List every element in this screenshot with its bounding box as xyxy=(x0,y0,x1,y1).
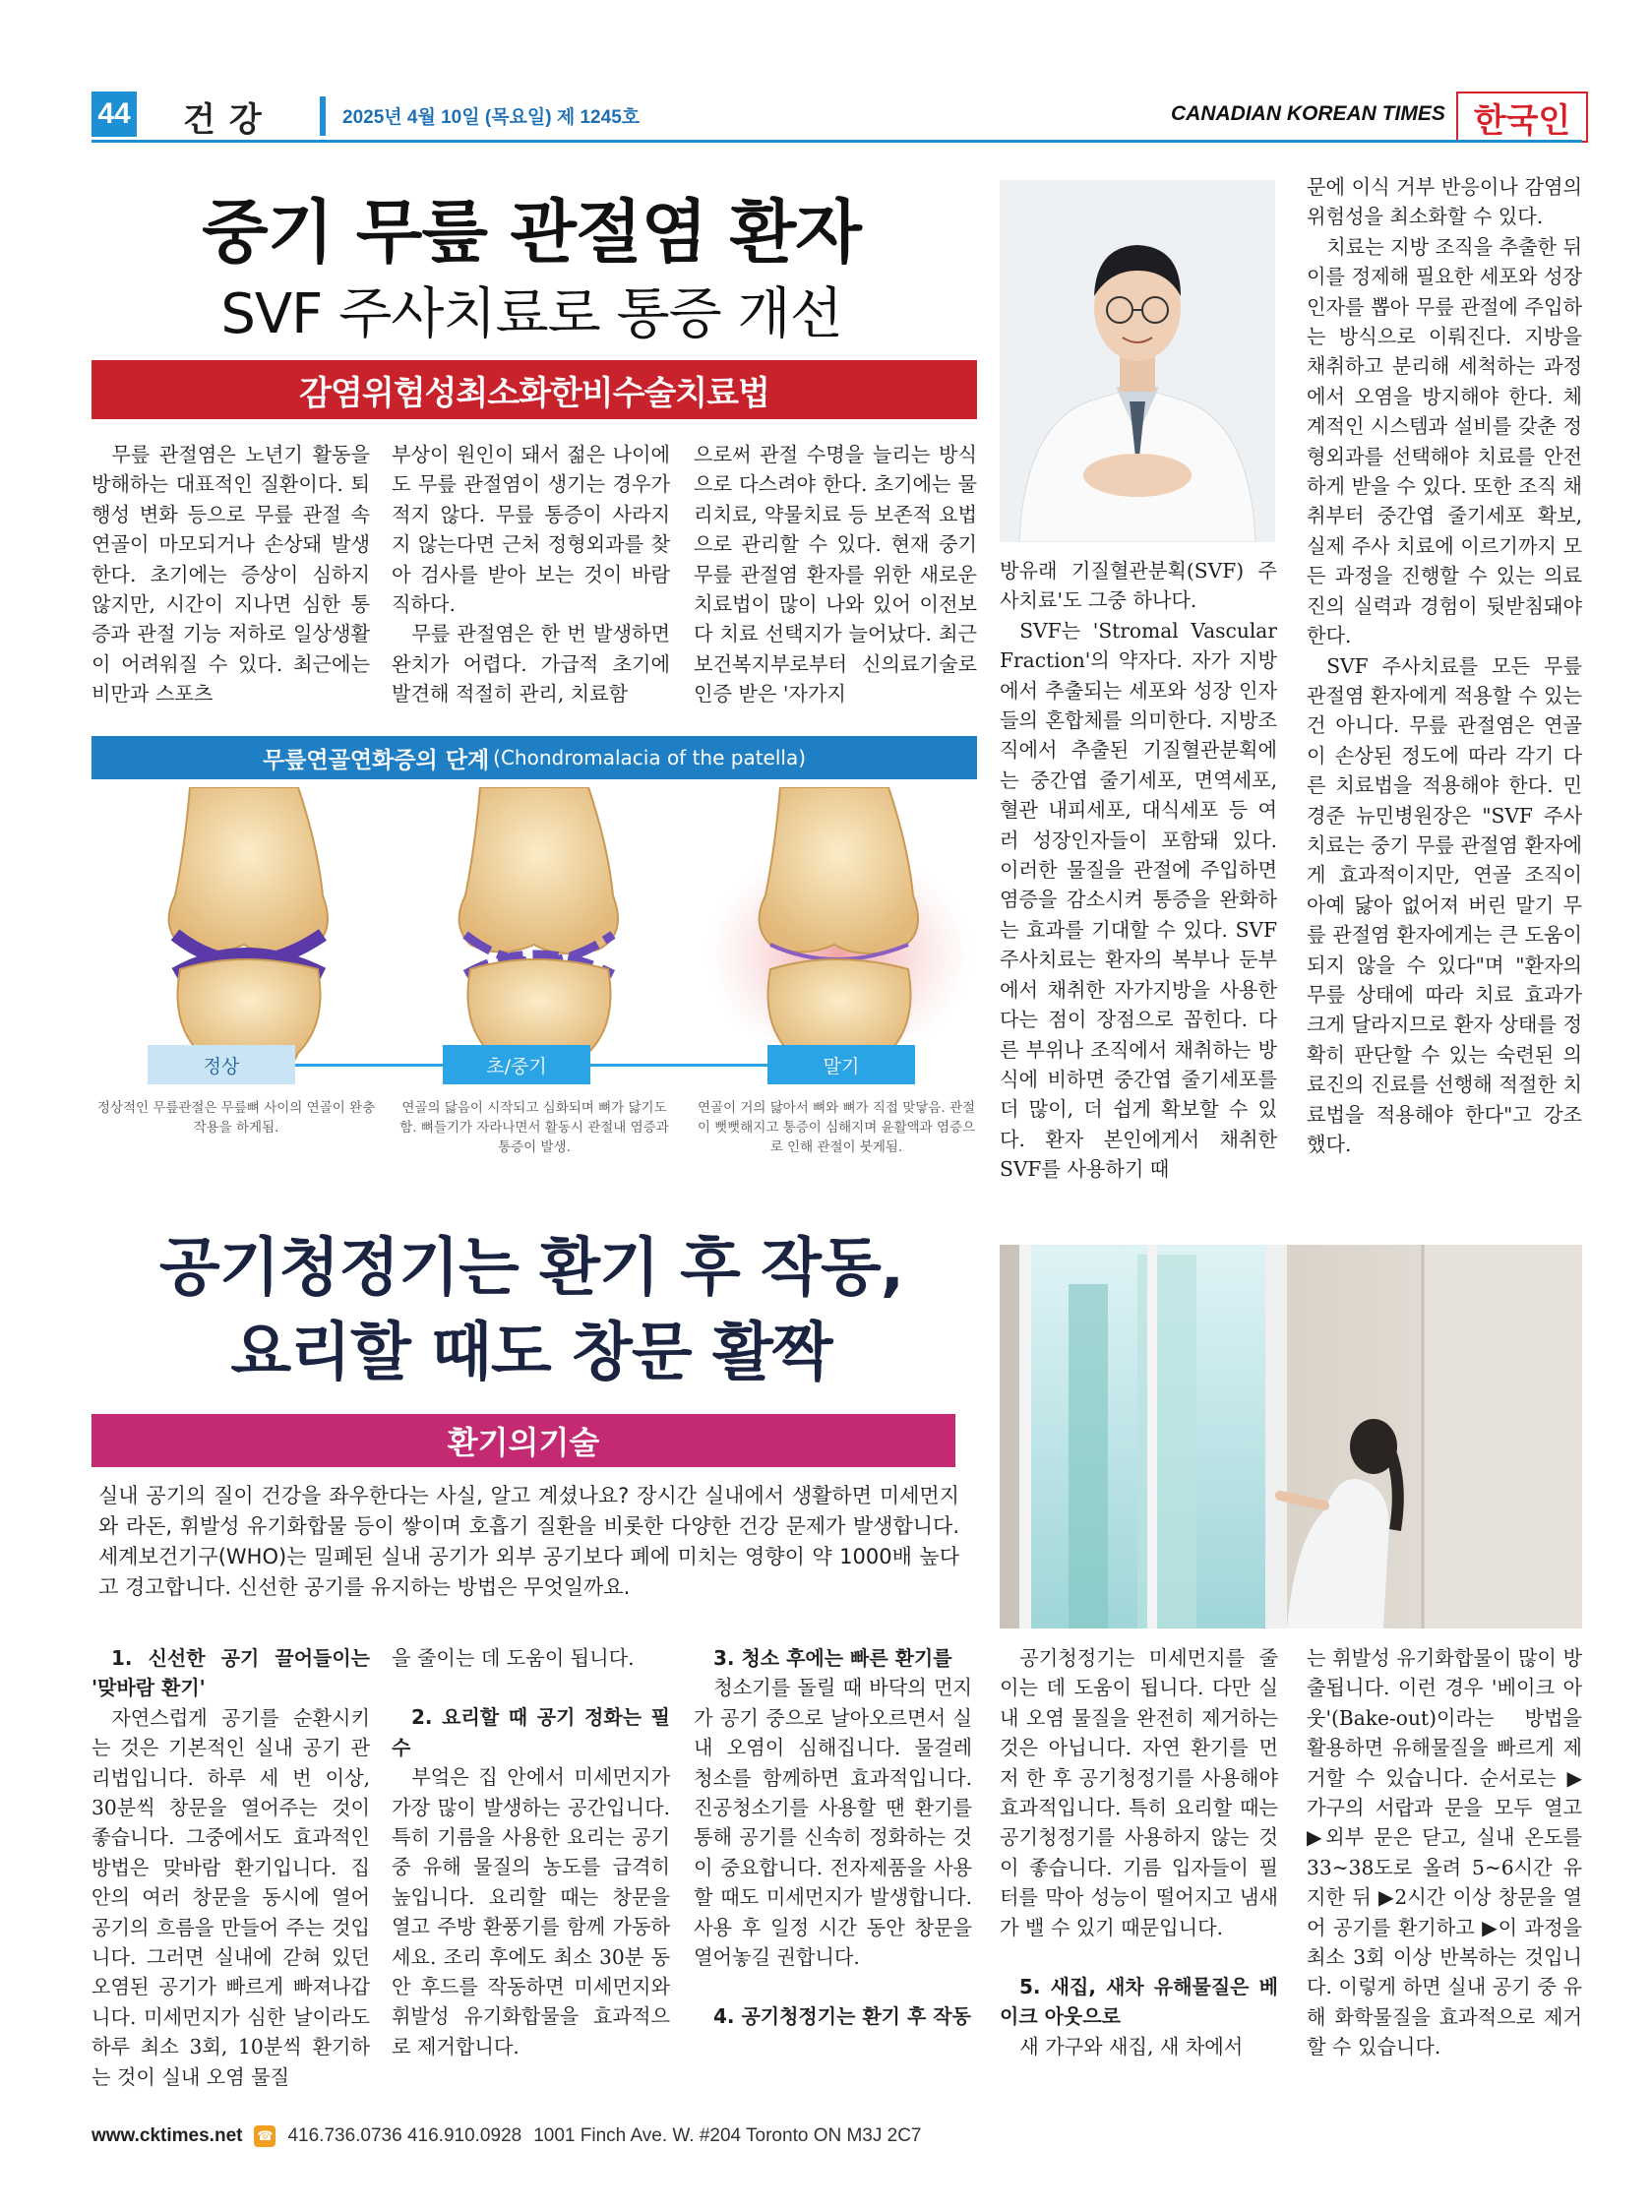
article1-column-1 xyxy=(92,440,370,709)
article1-column-3 xyxy=(694,440,977,709)
article1-paragraph: 무릎 관절염은 노년기 활동을 방해하는 대표적인 질환이다. 퇴행성 변화 등으로 무릎 관절 속 연골이 마모되거나 손상돼 발생한다. 초기에는 증상이 심하지 않지만, 시간이 지나면 심한 통증과 관절 기능 저하로 일상생활이 어려워질 수 있다. 최근에는 비만과 스포츠 xyxy=(92,443,370,707)
tip-3-body: 청소기를 돌릴 때 바닥의 먼지가 공기 중으로 날아오르면서 실내 오염이 심해집니다. 물걸레 청소를 함께하면 효과적입니다. 진공청소기를 사용할 땐 환기를 통해 공기를 신속히 정화하는 것이 중요합니다. 전자제품을 사용할 때도 미세먼지가 발생합니다. 사용 후 일정 시간 동안 창문을 열어놓길 권합니다. xyxy=(694,1676,972,1970)
page-number: 44 xyxy=(92,92,137,137)
header-rule xyxy=(92,140,1582,143)
article2-title xyxy=(93,1226,969,1395)
article1-title: 중기 무릎 관절염 환자 xyxy=(202,192,861,273)
article2-column-2 xyxy=(392,1643,670,2061)
article1-banner: 감염위험성최소화한비수술치료법 xyxy=(92,360,977,419)
article2-column-4 xyxy=(1000,1643,1278,2061)
tip-5-body: 새 가구와 새집, 새 차에서 xyxy=(1019,2034,1244,2058)
tip-3-heading: 3. 청소 후에는 빠른 환기를 xyxy=(713,1646,952,1670)
article1-column-2 xyxy=(392,440,670,709)
newspaper-logo: 한국인 xyxy=(1456,92,1588,143)
stage-late-label: 말기 xyxy=(767,1045,915,1084)
article2-lead: 실내 공기의 질이 건강을 좌우한다는 사실, 알고 계셨나요? 장시간 실내에서 생활하면 미세먼지와 라돈, 휘발성 유기화합물 등이 쌓이며 호흡기 질환을 비롯한 다양한 건강 문제가 발생합니다. 세계보건기구(WHO)는 밀폐된 실내 공기가 외부 공기보다 폐에 미치는 영향이 약 1000배 높다고 경고합니다. 신선한 공기를 유지하는 방법은 무엇일까요. xyxy=(98,1484,959,1599)
tip-2-heading: 2. 요리할 때 공기 정화는 필수 xyxy=(392,1705,670,1759)
phone-icon: ☎ xyxy=(254,2125,275,2147)
stage-connector xyxy=(295,1064,443,1067)
tip-1-heading: 1. 신선한 공기 끌어들이는 '맞바람 환기' xyxy=(92,1646,370,1700)
figure-title: 무릎연골연화증의 단계 xyxy=(262,747,490,773)
masthead-english: CANADIAN KOREAN TIMES xyxy=(1171,102,1445,125)
footer-phones: 416.736.0736 416.910.0928 xyxy=(287,2125,522,2146)
tip-1-body: 자연스럽게 공기를 순환시키는 것은 기본적인 실내 공기 관리법입니다. 하루 세 번 이상, 30분씩 창문을 열어주는 것이 좋습니다. 그중에서도 효과적인 방법은 맞바람 환기입니다. 집 안의 여러 창문을 동시에 열어 공기의 흐름을 만들어 주는 것입니다. 그러면 실내에 갇혀 있던 오염된 공기가 빠르게 빠져나갑니다. 미세먼지가 심한 날이라도 하루 최소 3회, 10분씩 환기하는 것이 실내 오염 물질 xyxy=(92,1705,370,2089)
tip-5-heading: 5. 새집, 새차 유해물질은 베이크 아웃으로 xyxy=(1000,1975,1278,2029)
tip-1-body-continued: 을 줄이는 데 도움이 됩니다. xyxy=(392,1646,635,1670)
figure-title-english: (Chondromalacia of the patella) xyxy=(493,746,807,769)
joint-normal xyxy=(169,787,328,1063)
doctor-portrait-photo xyxy=(1000,180,1275,542)
article2-title-line: 요리할 때도 창문 활짝 xyxy=(230,1317,832,1389)
article2-column-3 xyxy=(694,1643,972,2032)
article1-paragraph: 으로써 관절 수명을 늘리는 방식으로 다스려야 한다. 초기에는 물리치료, 약물치료 등 보존적 요법으로 관리할 수 있다. 현재 중기 무릎 관절염 환자를 위한 새로운 치료법이 많이 나와 있어 이전보다 치료 선택지가 늘어났다. 최근 보건복지부로부터 신의료기술로 인증 받은 '자가지 xyxy=(694,443,977,707)
header-divider xyxy=(320,96,326,136)
footer-address: 1001 Finch Ave. W. #204 Toronto ON M3J 2C7 xyxy=(533,2125,922,2146)
article2-column-5 xyxy=(1307,1643,1582,2062)
article2-banner: 환기의기술 xyxy=(92,1414,955,1467)
joint-late-stage xyxy=(706,787,972,1063)
stage-normal-label: 정상 xyxy=(148,1045,295,1084)
article1-paragraph: 문에 이식 거부 반응이나 감염의 위험성을 최소화할 수 있다. xyxy=(1307,175,1582,229)
figure-title-bar xyxy=(92,736,977,779)
article1-column-5 xyxy=(1307,172,1582,1159)
article1-paragraph: 부상이 원인이 돼서 젊은 나이에도 무릎 관절염이 생기는 경우가 적지 않다. 무릎 통증이 사라지지 않는다면 근처 정형외과를 찾아 검사를 받아 보는 것이 바람직하다. xyxy=(392,443,670,617)
figure-caption-early: 연골의 닳음이 시작되고 심화되며 뼈가 닳기도 함. 뼈들기가 자라나면서 활동시 관절내 염증과 통증이 발생. xyxy=(399,1100,669,1155)
tip-2-body: 부엌은 집 안에서 미세먼지가 가장 많이 발생하는 공간입니다. 특히 기름을 사용한 요리는 공기 중 유해 물질의 농도를 급격히 높입니다. 요리할 때는 창문을 열고 주방 환풍기를 함께 가동하세요. 조리 후에도 최소 30분 동안 후드를 작동하면 미세먼지와 휘발성 유기화합물을 효과적으로 제거합니다. xyxy=(392,1765,670,2058)
article2-title-line: 공기청정기는 환기 후 작동, xyxy=(158,1232,904,1305)
article1-paragraph: 치료는 지방 조직을 추출한 뒤 이를 정제해 필요한 세포와 성장 인자를 뽑아 무릎 관절에 주입하는 방식으로 이뤄진다. 지방을 채취하고 분리해 세척하는 과정에서 오염을 방지해야 한다. 체계적인 시스템과 설비를 갖춘 정형외과를 선택해야 치료를 안전하게 받을 수 있다. 또한 조직 채취부터 중간엽 줄기세포 확보, 실제 주사 치료에 이르기까지 모든 과정을 진행할 수 있는 의료진의 실력과 경험이 뒷받침돼야 한다. xyxy=(1307,234,1582,648)
article1-paragraph: SVF 주사치료를 모든 무릎 관절염 환자에게 적용할 수 있는 건 아니다. 무릎 관절염은 연골이 손상된 정도에 따라 각기 다른 치료법을 적용해야 한다. 민경준 뉴민병원장은 "SVF 주사치료는 중기 무릎 관절염 환자에게 효과적이지만, 연골 조직이 아예 닳아 없어져 버린 말기 무릎 관절염 환자에게는 큰 도움이 되지 않을 수 있다"며 "환자의 무릎 상태에 따라 치료 효과가 크게 달라지므로 환자 상태를 정확히 판단할 수 있는 숙련된 의료진의 진료를 선행해 적절한 치료법을 적용해야 한다"고 강조했다. xyxy=(1307,653,1582,1156)
article1-subtitle: SVF 주사치료로 통증 개선 xyxy=(220,282,842,346)
window-opening-photo xyxy=(1000,1245,1582,1628)
tip-4-heading: 4. 공기청정기는 환기 후 작동 xyxy=(713,2004,971,2029)
figure-caption-normal: 정상적인 무릎관절은 무릎뼈 사이의 연골이 완충작용을 하게됨. xyxy=(96,1100,376,1136)
footer xyxy=(92,2125,922,2147)
footer-url[interactable]: www.cktimes.net xyxy=(92,2125,243,2146)
article1-paragraph: 방유래 기질혈관분획(SVF) 주사치료'도 그중 하나다. xyxy=(1000,559,1277,613)
issue-date: 2025년 4월 10일 (목요일) 제 1245호 xyxy=(342,107,641,128)
stage-early-label: 초/중기 xyxy=(443,1045,590,1084)
article1-paragraph: 무릎 관절염은 한 번 발생하면 완치가 어렵다. 가급적 초기에 발견해 적절히 관리, 치료함 xyxy=(392,622,670,707)
article1-paragraph: SVF는 'Stromal Vascular Fraction'의 약자다. 자가 지방에서 추출되는 세포와 성장 인자들의 혼합체를 의미한다. 지방조직에서 추출된 기질혈관분획에는 중간엽 줄기세포, 면역세포, 혈관 내피세포, 대식세포 등 여러 성장인자들이 포함돼 있다. 이러한 물질을 관절에 주입하면 염증을 감소시켜 통증을 완화하는 효과를 기대할 수 있다. SVF 주사치료는 환자의 복부나 둔부에서 채취한 자가지방을 사용한다는 점이 장점으로 꼽힌다. 다른 부위나 조직에서 채취하는 방식에 비하면 중간엽 줄기세포를 더 많이, 더 쉽게 확보할 수 있다. 환자 본인에게서 채취한 SVF를 사용하기 때 xyxy=(1000,618,1277,1182)
tip-5-body-continued: 는 휘발성 유기화합물이 많이 방출됩니다. 이런 경우 '베이크 아웃'(Bake-out)이라는 방법을 활용하면 유해물질을 빠르게 제거할 수 있습니다. 순서로는 ▶가구의 서랍과 문을 모두 열고 ▶외부 문은 닫고, 실내 온도를 33~38도로 올려 5~6시간 유지한 뒤 ▶2시간 이상 창문을 열어 공기를 환기하고 ▶이 과정을 최소 3회 이상 반복하는 것입니다. 이렇게 하면 실내 공기 중 유해 화학물질을 효과적으로 제거할 수 있습니다. xyxy=(1307,1646,1582,2059)
figure-caption-late: 연골이 거의 닳아서 뼈와 뼈가 직접 맞닿음. 관절이 뻣뻣해지고 통증이 심해지며 윤활액과 염증으로 인해 관절이 붓게됨. xyxy=(697,1100,976,1155)
joint-early-stage xyxy=(459,787,618,1063)
stage-connector xyxy=(590,1064,767,1067)
article2-column-1 xyxy=(92,1643,370,2092)
article1-column-4 xyxy=(1000,556,1277,1185)
tip-4-body: 공기청정기는 미세먼지를 줄이는 데 도움이 됩니다. 다만 실내 오염 물질을 완전히 제거하는 것은 아닙니다. 자연 환기를 먼저 한 후 공기청정기를 사용해야 효과적입니다. 특히 요리할 때는 공기청정기를 사용하지 않는 것이 좋습니다. 기름 입자들이 필터를 막아 성능이 떨어지고 냄새가 밸 수 있기 때문입니다. xyxy=(1000,1646,1278,1939)
section-label: 건강 xyxy=(183,100,275,140)
